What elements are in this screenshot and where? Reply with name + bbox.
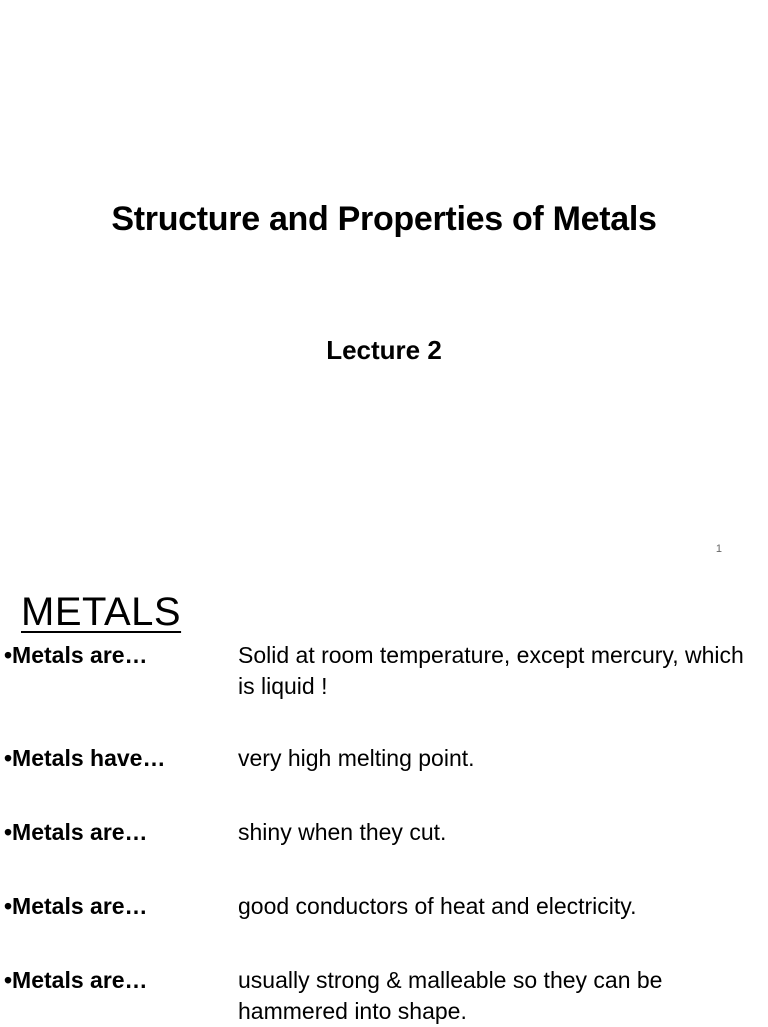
- property-label: •Metals have…: [4, 745, 166, 771]
- property-text: shiny when they cut.: [238, 819, 447, 845]
- property-label: •Metals are…: [4, 967, 148, 993]
- metals-slide: [0, 576, 768, 1024]
- property-text: very high melting point.: [238, 745, 475, 771]
- page-number: 1: [715, 543, 722, 555]
- property-label: •Metals are…: [4, 819, 148, 845]
- slide-title: Structure and Properties of Metals: [111, 200, 657, 238]
- property-text: good conductors of heat and electricity.: [238, 893, 637, 919]
- property-text: Solid at room temperature, except mercury, which is liquid !: [238, 642, 744, 699]
- slide-subtitle: Lecture 2: [326, 335, 442, 365]
- property-text: usually strong & malleable so they can be hammered into shape.: [238, 967, 663, 1024]
- metals-heading: METALS: [21, 590, 182, 634]
- property-label: •Metals are…: [4, 642, 148, 668]
- property-label: •Metals are…: [4, 893, 148, 919]
